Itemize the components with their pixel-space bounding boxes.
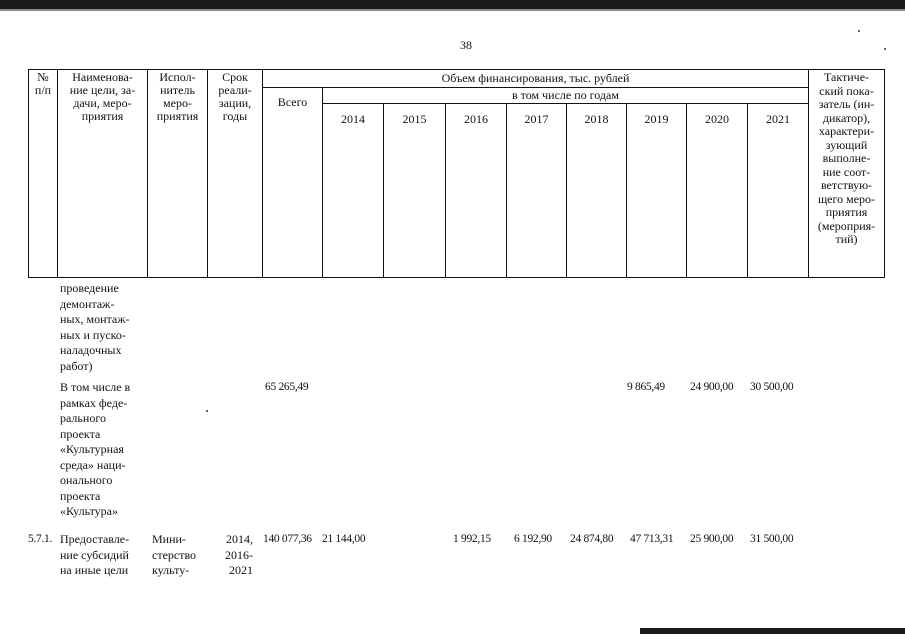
header-rule-bottom	[28, 277, 885, 278]
page-number: 38	[460, 38, 472, 52]
header-divider	[747, 103, 748, 278]
scan-speck	[858, 30, 860, 32]
scan-edge-bottom	[640, 628, 905, 634]
header-divider	[626, 103, 627, 278]
row-value-2018: 24 874,80	[570, 533, 614, 545]
header-executor: Испол- нитель меро- приятия	[156, 70, 199, 123]
continuation-text: проведение демонтаж- ных, монтаж- ных и пуско- наладочных работ)	[60, 281, 130, 373]
header-year-2016: 2016	[464, 112, 488, 126]
header-rule-top	[28, 69, 885, 70]
header-divider	[686, 103, 687, 278]
row-value-2020: 24 900,00	[690, 381, 734, 393]
header-year-2018: 2018	[584, 112, 609, 126]
header-rule-by-years	[322, 103, 808, 104]
row-value-2016: 1 992,15	[453, 533, 491, 545]
row-total: 65 265,49	[265, 381, 309, 393]
row-num: 5.7.1.	[28, 533, 53, 545]
header-year-2019: 2019	[644, 112, 669, 126]
header-term: Срок реали- зации, годы	[218, 70, 252, 123]
header-indicator: Тактиче- ский пока- затель (ин- дикатор), характери- зующий выполне- ние соот- ветствую- щего меро- приятия (мероприя- тий)	[817, 70, 876, 246]
row-term: 2014, 2016- 2021	[225, 532, 253, 577]
row-name: В том числе в рамках феде- рального проекта «Культурная среда» наци- онального проекта «Культура»	[60, 380, 131, 518]
header-divider	[383, 103, 384, 278]
header-year-2021: 2021	[766, 112, 790, 126]
header-year-2015: 2015	[402, 112, 427, 126]
header-border-right	[884, 69, 885, 278]
row-value-2020: 25 900,00	[690, 533, 734, 545]
header-year-2020: 2020	[705, 112, 729, 126]
header-num: № п/п	[34, 70, 52, 97]
row-executor: Мини- стерство культу-	[152, 532, 197, 577]
scan-edge-top-shadow	[0, 9, 905, 11]
header-divider	[506, 103, 507, 278]
header-volume: Объем финансирования, тыс. рублей	[441, 71, 630, 85]
header-border-left	[28, 69, 29, 278]
scan-edge-top	[0, 0, 905, 9]
scan-speck	[206, 410, 208, 412]
row-value-2021: 30 500,00	[750, 381, 794, 393]
header-divider	[445, 103, 446, 278]
row-value-2019: 9 865,49	[627, 381, 665, 393]
row-value-2017: 6 192,90	[514, 533, 552, 545]
row-value-2021: 31 500,00	[750, 533, 794, 545]
header-total: Всего	[277, 95, 308, 109]
header-year-2014: 2014	[341, 112, 365, 126]
header-name: Наименова- ние цели, за- дачи, меро- приятия	[69, 70, 136, 123]
row-total: 140 077,36	[263, 533, 312, 545]
header-divider	[566, 103, 567, 278]
row-name: Предоставле- ние субсидий на иные цели	[60, 532, 130, 577]
header-by-years: в том числе по годам	[512, 88, 619, 102]
scan-speck	[884, 48, 886, 50]
row-value-2014: 21 144,00	[322, 533, 366, 545]
header-year-2017: 2017	[524, 112, 549, 126]
row-value-2019: 47 713,31	[630, 533, 674, 545]
